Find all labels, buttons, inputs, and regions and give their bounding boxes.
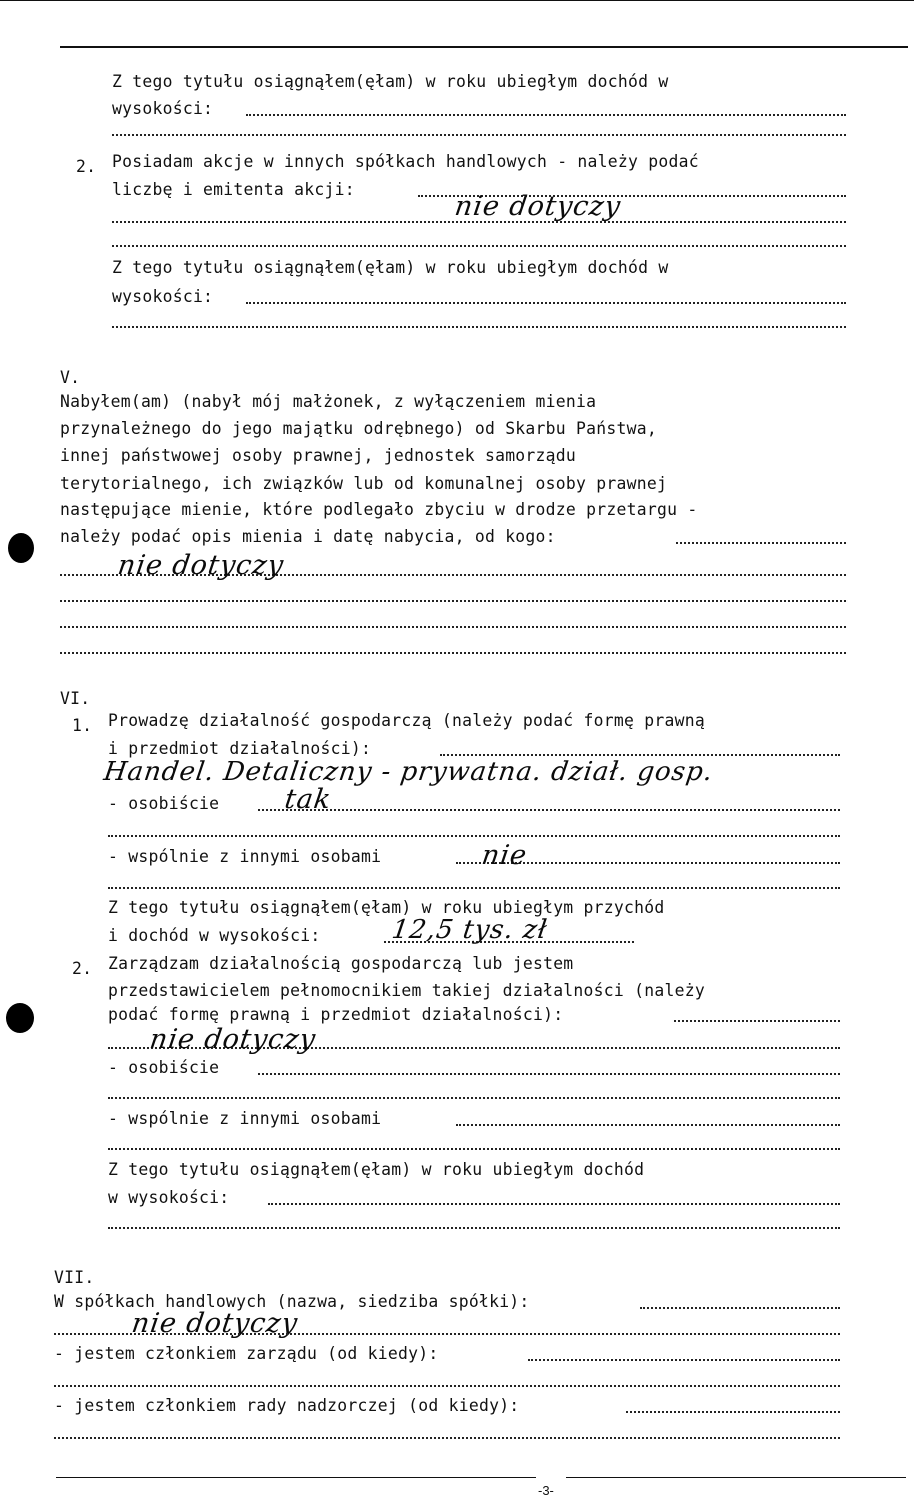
fill-line bbox=[528, 1359, 840, 1361]
shares-line-2: liczbę i emitenta akcji: bbox=[112, 180, 355, 199]
fill-line bbox=[676, 542, 846, 544]
amount-label-2: wysokości: bbox=[112, 287, 214, 306]
section-v-line-5: następujące mienie, które podlegało zbyciu w drodze przetargu - bbox=[60, 500, 698, 519]
amount-label-1: wysokości: bbox=[112, 99, 214, 118]
fill-line bbox=[54, 1385, 840, 1387]
fill-line bbox=[440, 754, 840, 756]
handwritten-nie-dotyczy: nie dotyczy bbox=[452, 191, 624, 222]
page-number: -3- bbox=[538, 1483, 554, 1498]
handwritten-amount: 12,5 tys. zł bbox=[389, 915, 550, 945]
fill-line bbox=[626, 1411, 840, 1413]
jointly-label-2: - wspólnie z innymi osobami bbox=[108, 1109, 382, 1128]
handwritten-business-description: Handel. Detaliczny - prywatna. dział. gosp. bbox=[101, 757, 716, 787]
fill-line bbox=[108, 887, 840, 889]
fill-line bbox=[112, 326, 846, 328]
management-line-2: przedstawicielem pełnomocnikiem takiej działalności (należy bbox=[108, 981, 705, 1000]
section-v-line-1: Nabyłem(am) (nabył mój małżonek, z wyłączeniem mienia bbox=[60, 392, 597, 411]
footer-rule-left bbox=[56, 1477, 536, 1478]
section-vi-heading: VI. bbox=[60, 689, 91, 708]
fill-line bbox=[54, 1437, 840, 1439]
jointly-label-1: - wspólnie z innymi osobami bbox=[108, 847, 382, 866]
handwritten-nie-dotyczy: nie dotyczy bbox=[129, 1308, 301, 1339]
income-line-3: Z tego tytułu osiągnąłem(ęłam) w roku ubiegłym dochód bbox=[108, 1160, 645, 1179]
fill-line bbox=[112, 134, 846, 136]
supervisory-board-label: - jestem członkiem rady nadzorczej (od kiedy): bbox=[54, 1396, 520, 1415]
section-v-line-2: przynależnego do jego majątku odrębnego) od Skarbu Państwa, bbox=[60, 419, 657, 438]
section-v-line-3: innej państwowej osoby prawnej, jednostek samorządu bbox=[60, 446, 577, 465]
section-v-line-6: należy podać opis mienia i datę nabycia, od kogo: bbox=[60, 527, 556, 546]
header-rule bbox=[60, 46, 908, 48]
fill-line bbox=[108, 1097, 840, 1099]
fill-line bbox=[60, 652, 846, 654]
handwritten-nie: nie bbox=[479, 840, 530, 871]
item-number-1: 1. bbox=[72, 716, 93, 735]
business-line-1: Prowadzę działalność gospodarczą (należy podać formę prawną bbox=[108, 711, 705, 730]
shares-line-1: Posiadam akcje w innych spółkach handlowych - należy podać bbox=[112, 152, 699, 171]
management-board-label: - jestem członkiem zarządu (od kiedy): bbox=[54, 1344, 439, 1363]
management-line-1: Zarządzam działalnością gospodarczą lub jestem bbox=[108, 954, 574, 973]
item-number-2: 2. bbox=[76, 157, 97, 176]
item-number-2b: 2. bbox=[72, 959, 93, 978]
revenue-line-2: i dochód w wysokości: bbox=[108, 926, 321, 945]
fill-line bbox=[268, 1203, 840, 1205]
fill-line bbox=[258, 1073, 840, 1075]
income-line-2: Z tego tytułu osiągnąłem(ęłam) w roku ubiegłym dochód w bbox=[112, 258, 669, 277]
section-v-heading: V. bbox=[60, 368, 81, 387]
personally-label-2: - osobiście bbox=[108, 1058, 220, 1077]
section-v-line-4: terytorialnego, ich związków lub od komunalnej osoby prawnej bbox=[60, 474, 668, 493]
fill-line bbox=[674, 1020, 840, 1022]
handwritten-tak: tak bbox=[282, 784, 334, 815]
personally-label-1: - osobiście bbox=[108, 794, 220, 813]
revenue-line-1: Z tego tytułu osiągnąłem(ęłam) w roku ubiegłym przychód bbox=[108, 898, 665, 917]
fill-line bbox=[246, 114, 846, 116]
fill-line bbox=[640, 1307, 840, 1309]
companies-line: W spółkach handlowych (nazwa, siedziba spółki): bbox=[54, 1292, 530, 1311]
punch-hole-mark bbox=[8, 533, 34, 563]
footer-rule-right bbox=[566, 1477, 906, 1478]
fill-line bbox=[60, 600, 846, 602]
fill-line bbox=[108, 835, 840, 837]
management-line-3: podać formę prawną i przedmiot działalności): bbox=[108, 1005, 564, 1024]
fill-line bbox=[108, 1227, 840, 1229]
fill-line bbox=[54, 1333, 840, 1335]
fill-line bbox=[456, 1124, 840, 1126]
top-border-line bbox=[0, 0, 914, 1]
income-line-1: Z tego tytułu osiągnąłem(ęłam) w roku ubiegłym dochód w bbox=[112, 72, 669, 91]
fill-line bbox=[60, 626, 846, 628]
section-vii-heading: VII. bbox=[54, 1268, 95, 1287]
handwritten-nie-dotyczy: nie dotyczy bbox=[147, 1024, 319, 1055]
punch-hole-mark bbox=[6, 1003, 34, 1033]
fill-line bbox=[246, 302, 846, 304]
fill-line bbox=[112, 245, 846, 247]
handwritten-nie-dotyczy: nie dotyczy bbox=[115, 550, 287, 581]
amount-label-3: w wysokości: bbox=[108, 1188, 230, 1207]
fill-line bbox=[258, 809, 840, 811]
fill-line bbox=[108, 1148, 840, 1150]
business-line-2: i przedmiot działalności): bbox=[108, 739, 372, 758]
